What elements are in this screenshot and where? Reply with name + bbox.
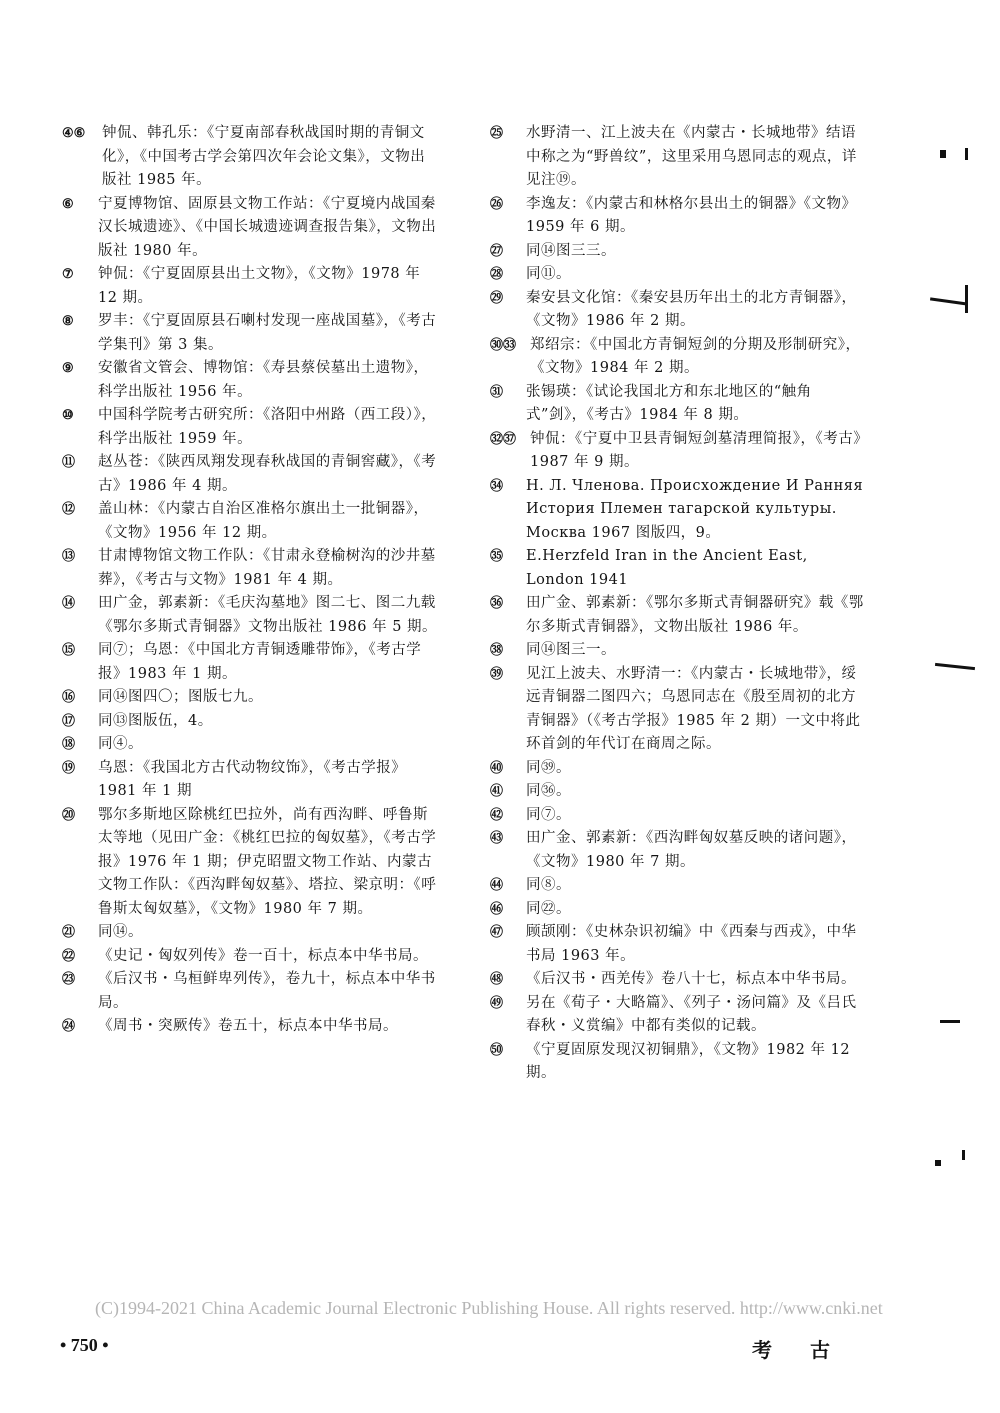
footnote [62, 310, 440, 357]
footnote [62, 921, 440, 945]
footnote [490, 663, 870, 757]
footnote [490, 1039, 870, 1086]
footnote-text: 《周书・突厥传》卷五十，标点本中华书局。 [98, 1018, 398, 1034]
footnote-text: Н. Л. Членова. Происхождение И Ранняя История Племен тагарской культуры. Москва 1967 图版四，9。 [526, 477, 864, 541]
scan-mark [962, 1150, 965, 1160]
footnote [62, 122, 440, 193]
footnote-number: ⑪ [62, 455, 76, 470]
footnote-text: 张锡瑛：《试论我国北方和东北地区的“触角式”剑》，《考古》1984 年 8 期。 [526, 383, 812, 423]
footnote [490, 475, 870, 546]
footnote [62, 710, 440, 734]
footnote [490, 545, 870, 592]
footnote-number: ㉟ [490, 549, 504, 564]
footnote-number: ⑰ [62, 713, 76, 729]
footnote-text: 同⑬图版伍，4。 [98, 712, 213, 729]
footnote [490, 639, 870, 663]
footnote-text: 同⑭图三三。 [526, 242, 616, 259]
footnote-text: 乌恩：《我国北方古代动物纹饰》，《考古学报》1981 年 1 期 [98, 759, 407, 799]
scan-mark [940, 150, 946, 158]
footnote [62, 804, 440, 922]
footnote [490, 757, 870, 781]
footnote-text: E.Herzfeld Iran in the Ancient East, London 1941 [526, 548, 808, 588]
footnote-text: 田广金、郭素新：《西沟畔匈奴墓反映的诸问题》，《文物》1980 年 7 期。 [526, 830, 857, 870]
footnote [62, 757, 440, 804]
footnote-number: ㉞ [490, 478, 504, 494]
footnote [490, 592, 870, 639]
footnote [490, 780, 870, 804]
footnote [62, 968, 440, 1015]
footnote-number: ⑳ [62, 807, 76, 823]
footnote [490, 193, 870, 240]
footnote-text: 同⑭。 [98, 924, 143, 940]
footnote-text: 鄂尔多斯地区除桃红巴拉外，尚有西沟畔、呼鲁斯太等地（见田广金：《桃红巴拉的匈奴墓》，《考古学报》1976 年 1 期；伊克昭盟文物工作站、内蒙古文物工作队：《西沟畔匈奴墓》、塔拉、梁京明：《呼鲁斯太匈奴墓》，《文物》1980 年 7 期。 [98, 806, 437, 917]
footnote-number: ㉕ [490, 126, 504, 141]
footnote-text: 同㊱。 [526, 783, 571, 799]
footnote-number: ⑱ [62, 737, 76, 752]
footnote-number: ㊵ [490, 760, 504, 776]
footnote [62, 945, 440, 969]
footnote-text: 郑绍宗：《中国北方青铜短剑的分期及形制研究》，《文物》1984 年 2 期。 [530, 336, 861, 376]
footnote-text: 盖山林：《内蒙古自治区准格尔旗出土一批铜器》，《文物》1956 年 12 期。 [98, 501, 429, 541]
page-number: • 750 • [60, 1335, 109, 1355]
footnote-text: 田广金、郭素新：《鄂尔多斯式青铜器研究》载《鄂尔多斯式青铜器》，文物出版社 1986 年。 [526, 595, 864, 635]
footnote-text: 甘肃博物馆文物工作队：《甘肃永登榆树沟的沙井墓葬》，《考古与文物》1981 年 4 期。 [98, 548, 436, 588]
footnote-number: ㉚㉝ [490, 337, 517, 353]
footnote-number: ㉓ [62, 972, 76, 987]
footnote [490, 240, 870, 264]
footnote-text: 宁夏博物馆、固原县文物工作站：《宁夏境内战国秦汉长城遗迹》、《中国长城遗迹调查报告集》，文物出版社 1980 年。 [98, 195, 437, 259]
footnote [490, 334, 870, 381]
footnote-text: 另在《荀子・大略篇》、《列子・汤问篇》及《吕氏春秋・义赏编》中都有类似的记载。 [526, 994, 857, 1034]
footnote-number: ㉗ [490, 243, 504, 259]
footnote [62, 545, 440, 592]
footnote-text: 同⑭图四〇；图版七九。 [98, 689, 263, 705]
footnote-number: ㊹ [490, 878, 504, 893]
footnote [490, 992, 870, 1039]
footnote-text: 见江上波夫、水野清一：《内蒙古・长城地带》，绥远青铜器二图四六；乌恩同志在《殷至周初的北方青铜器》（《考古学报》1985 年 2 期）一文中将此环首剑的年代订在商周之际。 [526, 665, 861, 752]
journal-title: 考古 [752, 1338, 868, 1362]
footnote-number: ⑮ [62, 643, 76, 658]
footnote-number: ㊽ [490, 972, 504, 987]
footnote-number: ㊿ [490, 1042, 504, 1058]
footnote-number: ㊷ [490, 807, 504, 823]
footnote-text: 同④。 [98, 736, 143, 752]
footnote-text: 罗丰：《宁夏固原县石喇村发现一座战国墓》，《考古学集刊》第 3 集。 [98, 313, 437, 353]
footnote-text: 安徽省文管会、博物馆：《寿县蔡侯墓出土遗物》，科学出版社 1956 年。 [98, 360, 429, 400]
footnote [62, 1015, 440, 1039]
scan-mark [930, 297, 968, 305]
footnote-number: ㊾ [490, 995, 504, 1011]
scan-mark [965, 148, 968, 160]
footnote-text: 《史记・匈奴列传》卷一百十，标点本中华书局。 [98, 947, 428, 964]
footnote [62, 639, 440, 686]
footnote-text: 同⑪。 [526, 266, 571, 282]
footnote-text: 《宁夏固原发现汉初铜鼎》，《文物》1982 年 12 期。 [526, 1041, 851, 1081]
footnote-text: 田广金，郭素新：《毛庆沟墓地》图二七、图二九载《鄂尔多斯式青铜器》文物出版社 1986 年 5 期。 [98, 595, 438, 635]
footnote-number: ⑦ [62, 267, 74, 282]
footnote-text: 秦安县文化馆：《秦安县历年出土的北方青铜器》，《文物》1986 年 2 期。 [526, 289, 857, 329]
footnote-number: ㉑ [62, 925, 76, 940]
footnote-number: ⑬ [62, 549, 76, 564]
footnote-number: ④⑥ [62, 126, 86, 141]
footnote-number: ㊱ [490, 596, 504, 611]
copyright-watermark: (C)1994-2021 China Academic Journal Electronic Publishing House. All rights reserved. http://www.cnki.net [95, 1298, 883, 1318]
footnote [490, 287, 870, 334]
footnote-text: 钟侃：《宁夏固原县出土文物》，《文物》1978 年 12 期。 [98, 266, 421, 306]
footnote [62, 404, 440, 451]
footnote-text: 水野清一、江上波夫在《内蒙古・长城地带》结语中称之为“野兽纹”，这里采用乌恩同志的观点，详见注⑲。 [526, 125, 857, 188]
footnote-text: 李逸友：《内蒙古和林格尔县出土的铜器》《文物》1959 年 6 期。 [526, 195, 857, 235]
footnote-number: ㊻ [490, 901, 504, 917]
footnote [490, 263, 870, 287]
footnote-number: ㊼ [490, 925, 504, 940]
footnote-text: 同㊴。 [526, 759, 571, 776]
footnote-number: ㉛ [490, 384, 504, 400]
footnote [490, 968, 870, 992]
footnote-number: ㊳ [490, 643, 504, 658]
footnote [62, 498, 440, 545]
footnote-number: ⑨ [62, 361, 74, 376]
footnote [490, 122, 870, 193]
footnote-number: ㉙ [490, 290, 504, 306]
footnote-text: 顾颉刚：《史林杂识初编》中《西秦与西戎》，中华书局 1963 年。 [526, 924, 857, 964]
footnote-text: 中国科学院考古研究所：《洛阳中州路（西工段）》，科学出版社 1959 年。 [98, 407, 437, 447]
footnote-number: ㊶ [490, 784, 504, 799]
footnote [490, 921, 870, 968]
footnote [490, 898, 870, 922]
footnote-number: ㊴ [490, 666, 504, 682]
footnote-text: 《后汉书・乌桓鲜卑列传》，卷九十，标点本中华书局。 [98, 971, 436, 1011]
footnote [490, 804, 870, 828]
footnote-text: 《后汉书・西羌传》卷八十七，标点本中华书局。 [526, 971, 856, 987]
footnote-number: ⑭ [62, 596, 76, 611]
scan-mark [935, 663, 975, 670]
footnote [62, 263, 440, 310]
footnote-number: ⑥ [62, 196, 74, 212]
scan-mark [940, 1020, 960, 1023]
scan-mark [965, 285, 968, 313]
footnote-text: 赵丛苍：《陕西凤翔发现春秋战国的青铜窖藏》，《考古》1986 年 4 期。 [98, 454, 437, 494]
footnote [62, 451, 440, 498]
footnote-number: ⑩ [62, 408, 74, 423]
notes-column-right [490, 122, 870, 1086]
footnote-number: ㉜㊲ [490, 431, 517, 447]
footnote-text: 同㉒。 [526, 900, 571, 917]
footnote [62, 357, 440, 404]
footnote-text: 同⑦；乌恩：《中国北方青铜透雕带饰》，《考古学报》1983 年 1 期。 [98, 642, 422, 682]
footnote [490, 827, 870, 874]
footnote-number: ㉒ [62, 948, 76, 964]
footnote-number: ⑧ [62, 314, 74, 329]
footnote-number: ㉘ [490, 267, 504, 282]
notes-column-left [62, 122, 440, 1039]
footnote [62, 193, 440, 264]
footnote [490, 428, 870, 475]
footnote-text: 同⑧。 [526, 877, 571, 893]
footnote-number: ⑲ [62, 760, 76, 776]
footnote-number: ㊸ [490, 831, 504, 846]
footnote [490, 381, 870, 428]
footnote-text: 钟侃：《宁夏中卫县青铜短剑墓清理简报》，《考古》1987 年 9 期。 [530, 430, 869, 470]
footnote-number: ㉔ [62, 1019, 76, 1034]
footnote [62, 733, 440, 757]
footnote [62, 592, 440, 639]
footnote [62, 686, 440, 710]
scan-mark [935, 1160, 941, 1166]
footnote-text: 同⑭图三一。 [526, 642, 616, 658]
footnote-number: ㉖ [490, 196, 504, 212]
footnote-text: 同⑦。 [526, 806, 571, 823]
footnote-number: ⑯ [62, 690, 76, 705]
footnote-text: 钟侃、韩孔乐：《宁夏南部春秋战国时期的青铜文化》，《中国考古学会第四次年会论文集》，文物出版社 1985 年。 [102, 125, 426, 188]
footnote [490, 874, 870, 898]
footnote-number: ⑫ [62, 502, 76, 517]
